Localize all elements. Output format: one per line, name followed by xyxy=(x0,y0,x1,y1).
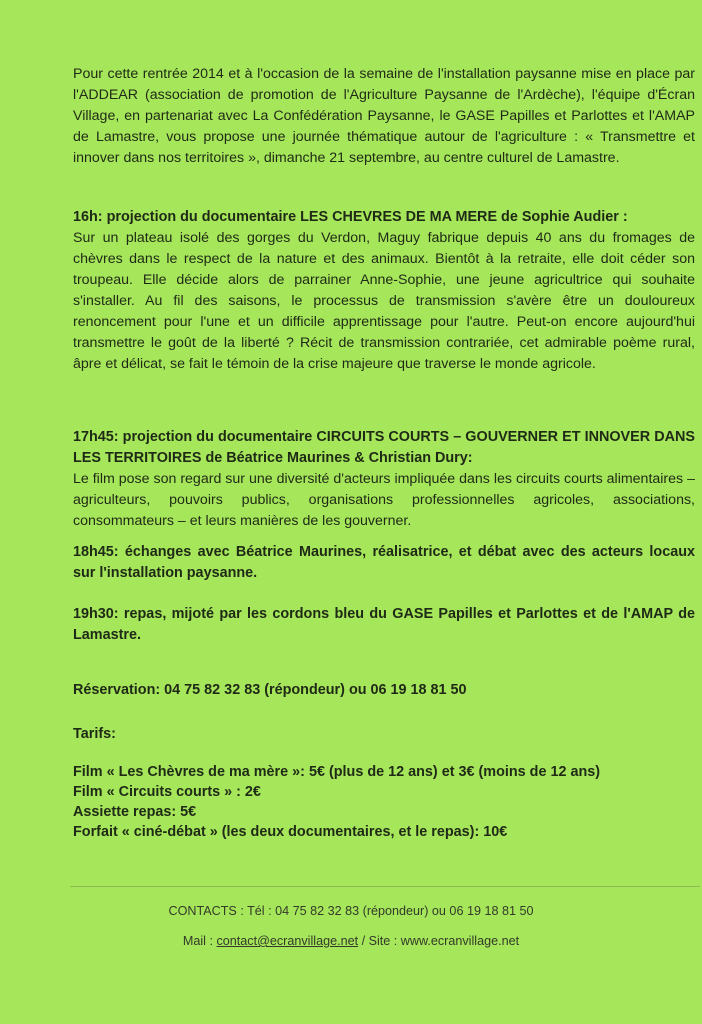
tarifs-list xyxy=(73,762,695,842)
tarif-item: Film « Les Chèvres de ma mère »: 5€ (plus de 12 ans) et 3€ (moins de 12 ans) xyxy=(73,764,601,780)
tarif-item: Film « Circuits courts » : 2€ xyxy=(73,784,261,800)
tarifs-title: Tarifs: xyxy=(73,726,116,742)
program-heading: 19h30: repas, mijoté par les cordons bleu du GASE Papilles et Parlottes et de l'AMAP de Lamastre. xyxy=(73,606,695,643)
program-description: Sur un plateau isolé des gorges du Verdon, Maguy fabrique depuis 40 ans du fromages de chèvres dans le respect de la nature et des animaux. Bientôt à la retraite, elle doit céder son troupeau. Elle décide alors de parrainer Anne-Sophie, une jeune agricultrice qui souhaite s'installer. Au fil des saisons, le processus de transmission s'avère être un douloureux renoncement pour l'une et un difficile apprentissage pour l'autre. Peut-on encore aujourd'hui transmettre le goût de la liberté ? Récit de transmission contrariée, cet admirable poème rural, âpre et délicat, se fait le témoin de la crise majeure que traverse le monde agricole. xyxy=(73,230,695,372)
intro-paragraph: Pour cette rentrée 2014 et à l'occasion de la semaine de l'installation paysanne mise en place par l'ADDEAR (association de promotion de l'Agriculture Paysanne de l'Ardèche), l'équipe d'Écran Village, en partenariat avec La Confédération Paysanne, le GASE Papilles et Parlottes et l'AMAP de Lamastre, vous propose une journée thématique autour de l'agriculture : « Transmettre et innover dans nos territoires », dimanche 21 septembre, au centre culturel de Lamastre. xyxy=(73,66,695,166)
program-item-18h45 xyxy=(73,542,695,584)
program-heading: 17h45: projection du documentaire CIRCUITS COURTS – GOUVERNER ET INNOVER DANS LES TERRITOIRES de Béatrice Maurines & Christian Dury: xyxy=(73,429,695,466)
tarif-item: Forfait « ciné-débat » (les deux documentaires, et le repas): 10€ xyxy=(73,824,508,840)
reservation-line xyxy=(73,680,695,701)
program-heading: 18h45: échanges avec Béatrice Maurines, réalisatrice, et débat avec des acteurs locaux sur l'installation paysanne. xyxy=(73,544,695,581)
program-item-17h45 xyxy=(73,427,695,532)
tarifs-section-label xyxy=(73,724,695,745)
mail-site-line xyxy=(0,932,702,950)
program-description: Le film pose son regard sur une diversité d'acteurs impliquée dans les circuits courts alimentaires – agriculteurs, pouvoirs publics, organisations professionnelles agricoles, associations, consommateurs – et leurs manières de les gouverner. xyxy=(73,471,695,529)
program-heading: 16h: projection du documentaire LES CHEVRES DE MA MERE de Sophie Audier : xyxy=(73,209,628,225)
tarif-item: Assiette repas: 5€ xyxy=(73,804,197,820)
reservation-text: Réservation: 04 75 82 32 83 (répondeur) ou 06 19 18 81 50 xyxy=(73,682,467,698)
email-link[interactable]: contact@ecranvillage.net xyxy=(216,934,359,948)
mail-label: Mail : xyxy=(182,934,217,948)
program-item-19h30 xyxy=(73,604,695,646)
site-text: / Site : www.ecranvillage.net xyxy=(358,934,520,948)
contacts-line: CONTACTS : Tél : 04 75 82 32 83 (répondeur) ou 06 19 18 81 50 xyxy=(168,904,534,918)
program-item-16h xyxy=(73,207,695,375)
footer-divider xyxy=(70,886,700,887)
